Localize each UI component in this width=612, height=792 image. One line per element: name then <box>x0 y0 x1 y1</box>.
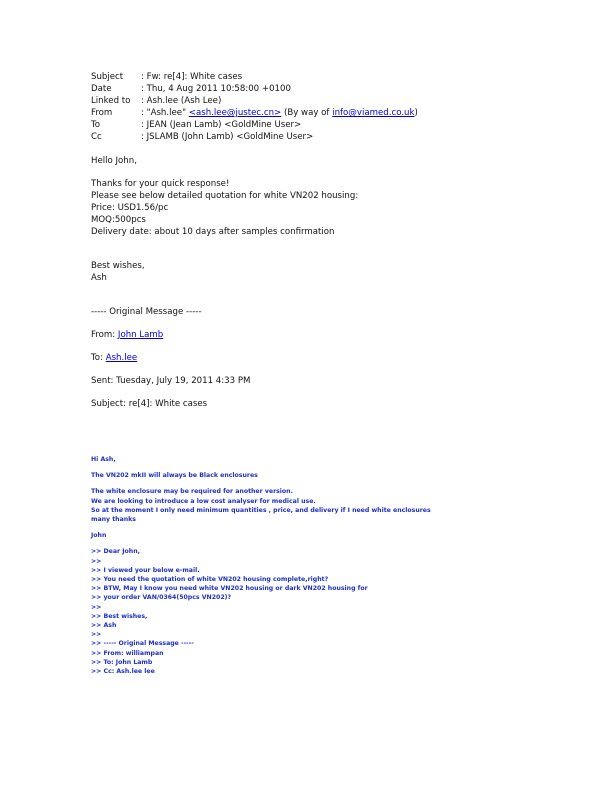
signoff: Best wishes, <box>91 261 145 271</box>
cc-label: Cc <box>91 132 102 142</box>
quoted-line: >> Best wishes, <box>91 612 148 620</box>
orig-to-line <box>91 352 358 364</box>
original-message-marker: ----- Original Message ----- <box>91 307 202 317</box>
orig-to-label: To: <box>91 353 106 363</box>
reply-line: The VN202 mkII will always be Black enclosures <box>91 472 258 480</box>
quoted-line: >> To: John Lamb <box>91 658 153 666</box>
reply-line: We are looking to introduce a low cost analyser for medical use. <box>91 497 316 505</box>
quoted-line: >> Ash <box>91 622 117 630</box>
orig-subject-line: Subject: re[4]: White cases <box>91 399 208 409</box>
quoted-reply <box>91 455 431 676</box>
from-suffix: ) <box>414 108 418 118</box>
orig-from-line <box>91 329 358 341</box>
reply-line: The white enclosure may be required for another version. <box>91 488 293 496</box>
quoted-line: >> You need the quotation of white VN202 housing complete,right? <box>91 576 329 584</box>
cc-row <box>91 131 418 143</box>
email-body <box>91 155 358 410</box>
quoted-line: >> From: williampan <box>91 649 164 657</box>
quoted-line: >> your order VAN/0364(50pcs VN202)? <box>91 594 232 602</box>
to-label: To <box>91 120 101 130</box>
orig-from-link[interactable]: John Lamb <box>117 330 164 340</box>
reply-signature: John <box>91 532 107 540</box>
to-value: : JEAN (Jean Lamb) <GoldMine User> <box>141 120 302 130</box>
body-line: MOQ:500pcs <box>91 215 146 225</box>
orig-sent-line: Sent: Tuesday, July 19, 2011 4:33 PM <box>91 376 251 386</box>
body-line: Delivery date: about 10 days after samples confirmation <box>91 227 335 237</box>
date-value: : Thu, 4 Aug 2011 10:58:00 +0100 <box>141 84 291 94</box>
signoff-name: Ash <box>91 273 107 283</box>
from-email-link[interactable]: <ash.lee@justec.cn> <box>188 108 282 118</box>
reply-line: Hi Ash, <box>91 456 116 463</box>
linked-label: Linked to <box>91 96 131 106</box>
quoted-line: >> ----- Original Message ----- <box>91 640 194 648</box>
quoted-line: >> <box>91 557 102 565</box>
quoted-line: >> <box>91 603 102 611</box>
quoted-line: >> <box>91 631 102 639</box>
orig-to-link[interactable]: Ash.lee <box>105 353 138 363</box>
linked-row <box>91 95 418 107</box>
body-line: Please see below detailed quotation for white VN202 housing: <box>91 191 359 201</box>
linked-value: : Ash.lee (Ash Lee) <box>141 96 222 106</box>
subject-label: Subject <box>91 72 124 82</box>
quoted-line: >> Dear John, <box>91 548 140 556</box>
orig-from-label: From: <box>91 330 118 340</box>
body-line: Thanks for your quick response! <box>91 179 230 189</box>
from-via: (By way of <box>281 108 333 118</box>
from-prefix: : "Ash.lee" <box>141 108 189 118</box>
from-row <box>91 107 418 119</box>
email-header <box>91 71 418 143</box>
reply-line: So at the moment I only need minimum quantities , price, and delivery if I need white enclosures <box>91 506 431 514</box>
quoted-line: >> I viewed your below e-mail. <box>91 566 200 574</box>
subject-row <box>91 71 418 83</box>
date-label: Date <box>91 84 112 94</box>
quoted-line: >> BTW, May I know you need white VN202 housing or dark VN202 housing for <box>91 585 368 593</box>
to-row <box>91 119 418 131</box>
quoted-line: >> Cc: Ash.lee lee <box>91 668 155 676</box>
reply-line: many thanks <box>91 516 136 524</box>
greeting: Hello John, <box>91 156 137 166</box>
via-email-link[interactable]: info@viamed.co.uk <box>332 108 415 118</box>
date-row <box>91 83 418 95</box>
cc-value: : JSLAMB (John Lamb) <GoldMine User> <box>141 132 314 142</box>
subject-value: : Fw: re[4]: White cases <box>141 72 243 82</box>
from-label: From <box>91 108 113 118</box>
body-line: Price: USD1.56/pc <box>91 203 169 213</box>
